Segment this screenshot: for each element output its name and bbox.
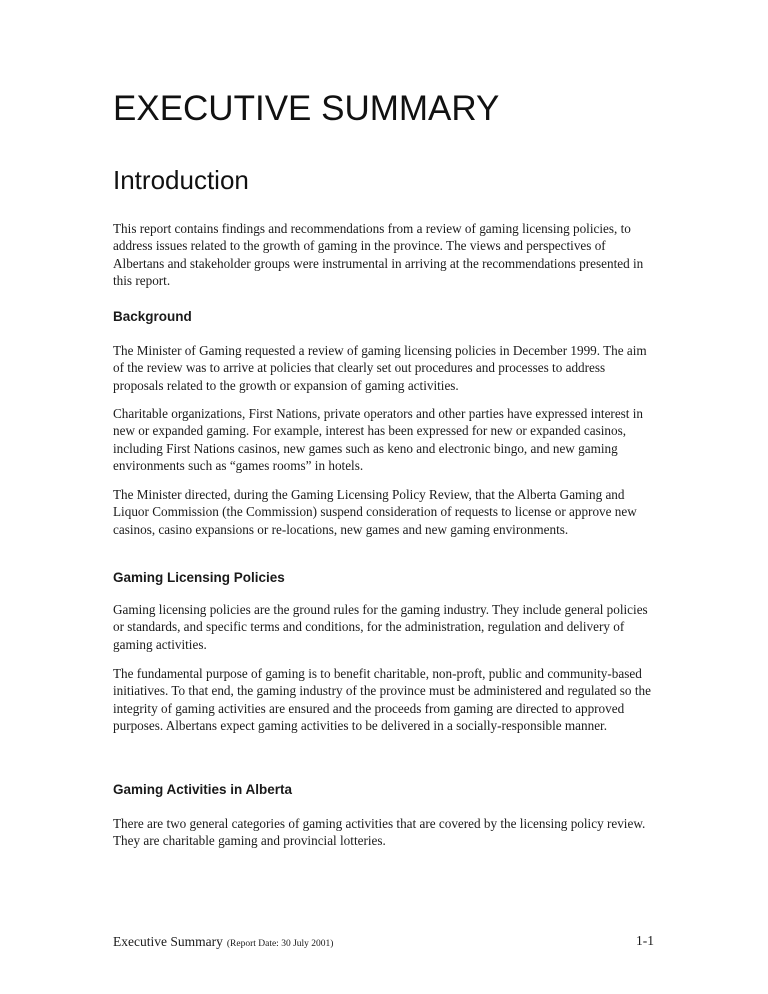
activities-paragraph-1: There are two general categories of gaming activities that are covered by the licensing policy review. They are charitable gaming and provincial lotteries. <box>113 816 646 849</box>
heading-gaming-activities: Gaming Activities in Alberta <box>113 782 293 797</box>
heading-gaming-licensing-policies: Gaming Licensing Policies <box>113 570 285 585</box>
footer-page-number: 1-1 <box>636 933 654 948</box>
page-title: EXECUTIVE SUMMARY <box>113 89 500 128</box>
policies-paragraph-1: Gaming licensing policies are the ground rules for the gaming industry. They include general policies or standards, and specific terms and conditions, for the administration, regulation and delivery of gaming activities. <box>113 602 648 652</box>
heading-background: Background <box>113 309 192 324</box>
background-paragraph-2: Charitable organizations, First Nations, private operators and other parties have expressed interest in new or expanded gaming. For example, interest has been expressed for new or expanded casinos, including First Nations casinos, new games such as keno and electronic bingo, and new gaming environments such as “games rooms” in hotels. <box>113 406 644 474</box>
footer-report-date: (Report Date: 30 July 2001) <box>226 939 334 949</box>
page-footer <box>113 933 654 951</box>
background-paragraph-1: The Minister of Gaming requested a review of gaming licensing policies in December 1999. The aim of the review was to arrive at policies that clearly set out procedures and processes to address proposals related to the growth or expansion of gaming activities. <box>113 343 647 393</box>
policies-paragraph-2: The fundamental purpose of gaming is to benefit charitable, non-proft, public and community-based initiatives. To that end, the gaming industry of the province must be administered and regulated so the integrity of gaming activities are ensured and the proceeds from gaming are directed to approved purposes. Albertans expect gaming activities to be delivered in a socially-responsible manner. <box>113 666 651 734</box>
footer-title: Executive Summary <box>113 934 223 949</box>
section-title-introduction: Introduction <box>113 165 249 195</box>
background-paragraph-3: The Minister directed, during the Gaming Licensing Policy Review, that the Alberta Gaming and Liquor Commission (the Commission) suspend consideration of requests to license or approve new casinos, casino expansions or re-locations, new games and new gaming environments. <box>113 487 637 537</box>
intro-paragraph: This report contains findings and recommendations from a review of gaming licensing policies, to address issues related to the growth of gaming in the province. The views and perspectives of Albertans and stakeholder groups were instrumental in arriving at the recommendations presented in this report. <box>113 221 644 289</box>
